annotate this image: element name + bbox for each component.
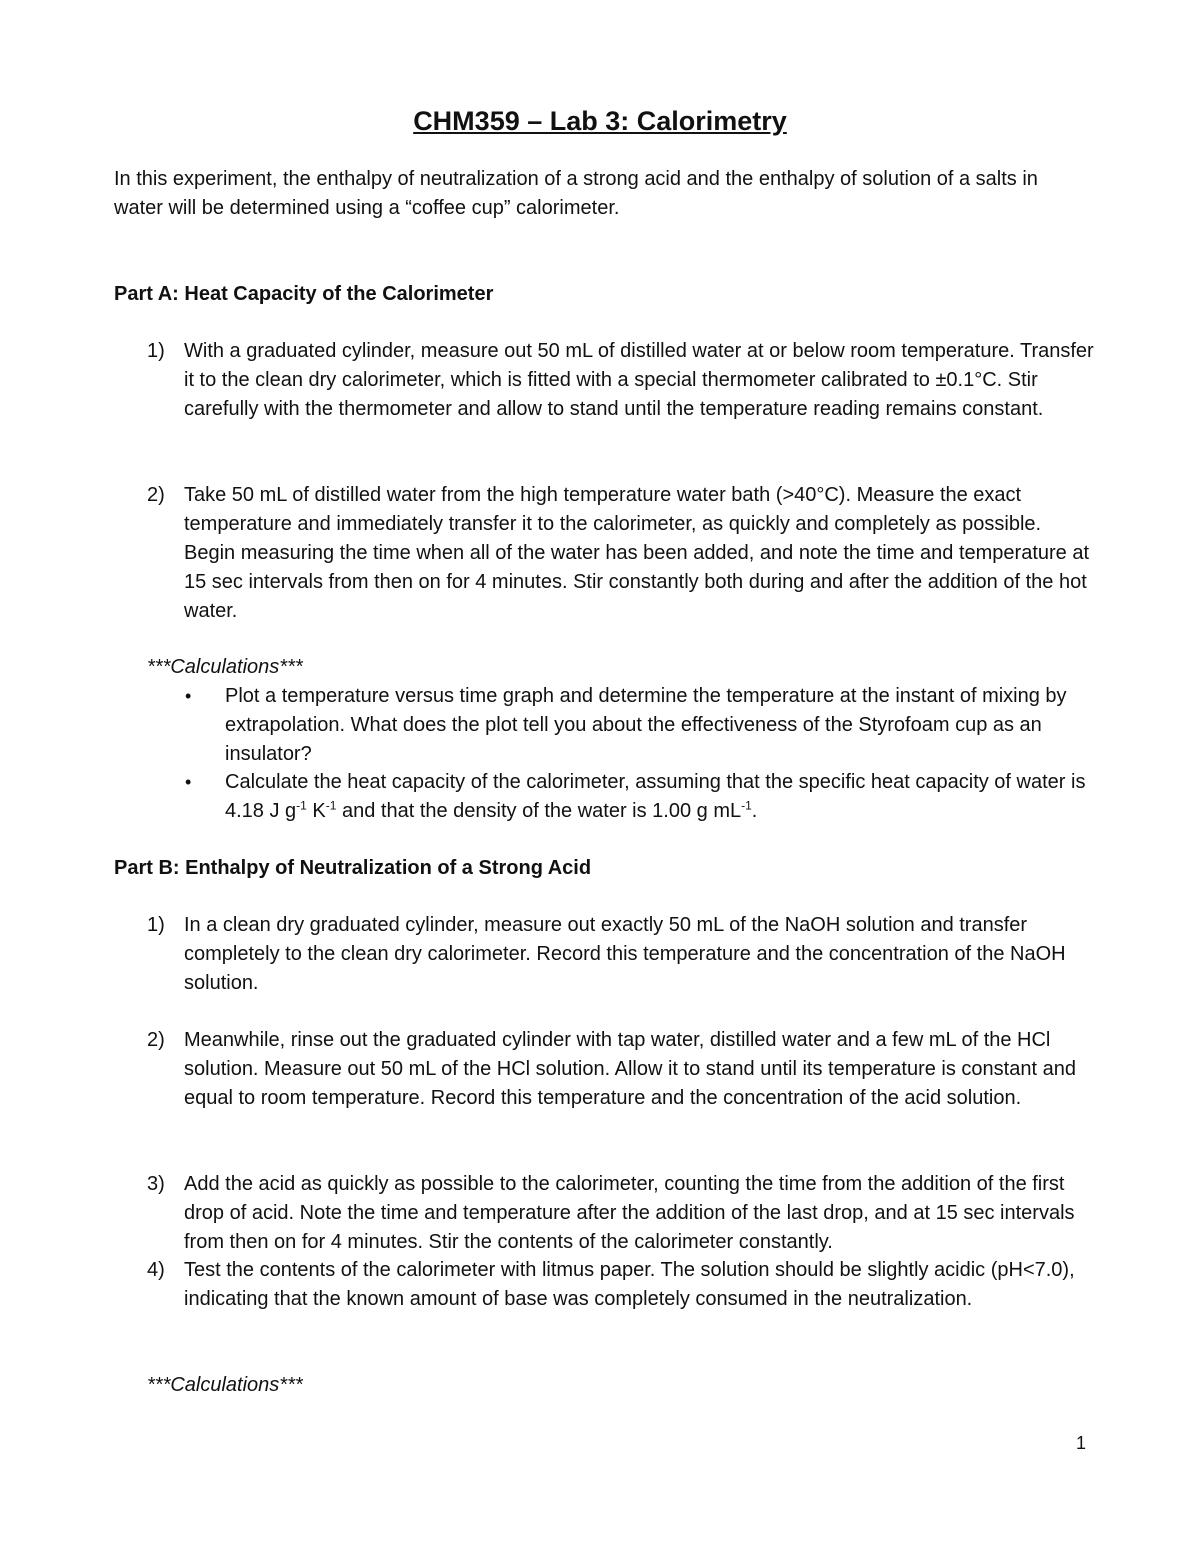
step-text: Meanwhile, rinse out the graduated cylinder with tap water, distilled water and a few mL of the HCl solution. Measure out 50 mL of the HCl solution. Allow it to stand until its temperature is constant and equal to room temperature. Record this temperature and the concentration of the acid solution.	[184, 1029, 1076, 1109]
part-b-step-4	[147, 1256, 1097, 1314]
step-text: Take 50 mL of distilled water from the high temperature water bath (>40°C). Measure the exact temperature and immediately transfer it to the calorimeter, as quickly and completely as possible. Begin measuring the time when all of the water has been added, and note the time and temperature at 15 sec intervals from then on for 4 minutes. Stir constantly both during and after the addition of the hot water.	[184, 484, 1090, 622]
part-a-heading: Part A: Heat Capacity of the Calorimeter	[114, 283, 494, 305]
step-number: 1)	[147, 914, 165, 936]
part-a-step-2	[147, 481, 1097, 626]
part-a-step-1	[147, 337, 1097, 424]
part-b-step-2	[147, 1026, 1097, 1113]
step-number: 3)	[147, 1173, 165, 1195]
part-b-calculations-label: ***Calculations***	[147, 1374, 303, 1396]
part-b-step-1	[147, 911, 1097, 998]
bullet-text: Plot a temperature versus time graph and determine the temperature at the instant of mixing by extrapolation. What does the plot tell you about the effectiveness of the Styrofoam cup as an insulator?	[225, 685, 1067, 765]
part-a-calculations-label: ***Calculations***	[147, 656, 303, 678]
bullet-icon: •	[185, 686, 192, 706]
bullet-text: Calculate the heat capacity of the calorimeter, assuming that the specific heat capacity of water is 4.18 J $g^{-1}$ $K^{-1}$ and that the density of the water is 1.00 g $mL^{-1}$.	[225, 771, 1086, 822]
part-b-heading: Part B: Enthalpy of Neutralization of a Strong Acid	[114, 857, 592, 879]
step-number: 2)	[147, 484, 165, 506]
step-number: 1)	[147, 340, 165, 362]
step-number: 4)	[147, 1259, 165, 1281]
intro-paragraph: In this experiment, the enthalpy of neutralization of a strong acid and the enthalpy of solution of a salts in water will be determined using a “coffee cup” calorimeter.	[114, 168, 1038, 219]
step-text: Add the acid as quickly as possible to the calorimeter, counting the time from the addition of the first drop of acid. Note the time and temperature after the addition of the last drop, and at 15 sec intervals from then on for 4 minutes. Stir the contents of the calorimeter constantly.	[184, 1173, 1075, 1253]
step-number: 2)	[147, 1029, 165, 1051]
part-a-bullet-2	[185, 768, 1095, 826]
page-number: 1	[1076, 1433, 1087, 1453]
part-b-step-3	[147, 1170, 1097, 1257]
step-text: With a graduated cylinder, measure out 50 mL of distilled water at or below room temperature. Transfer it to the clean dry calorimeter, which is fitted with a special thermometer calibrated to ±0.1°C. Stir carefully with the thermometer and allow to stand until the temperature reading remains constant.	[184, 340, 1094, 420]
bullet-icon: •	[185, 772, 192, 792]
step-text: Test the contents of the calorimeter with litmus paper. The solution should be slightly acidic (pH<7.0), indicating that the known amount of base was completely consumed in the neutralization.	[184, 1259, 1075, 1310]
page-title: CHM359 – Lab 3: Calorimetry	[413, 106, 787, 136]
step-text: In a clean dry graduated cylinder, measure out exactly 50 mL of the NaOH solution and transfer completely to the clean dry calorimeter. Record this temperature and the concentration of the NaOH solution.	[184, 914, 1066, 994]
part-a-bullet-1	[185, 682, 1095, 769]
